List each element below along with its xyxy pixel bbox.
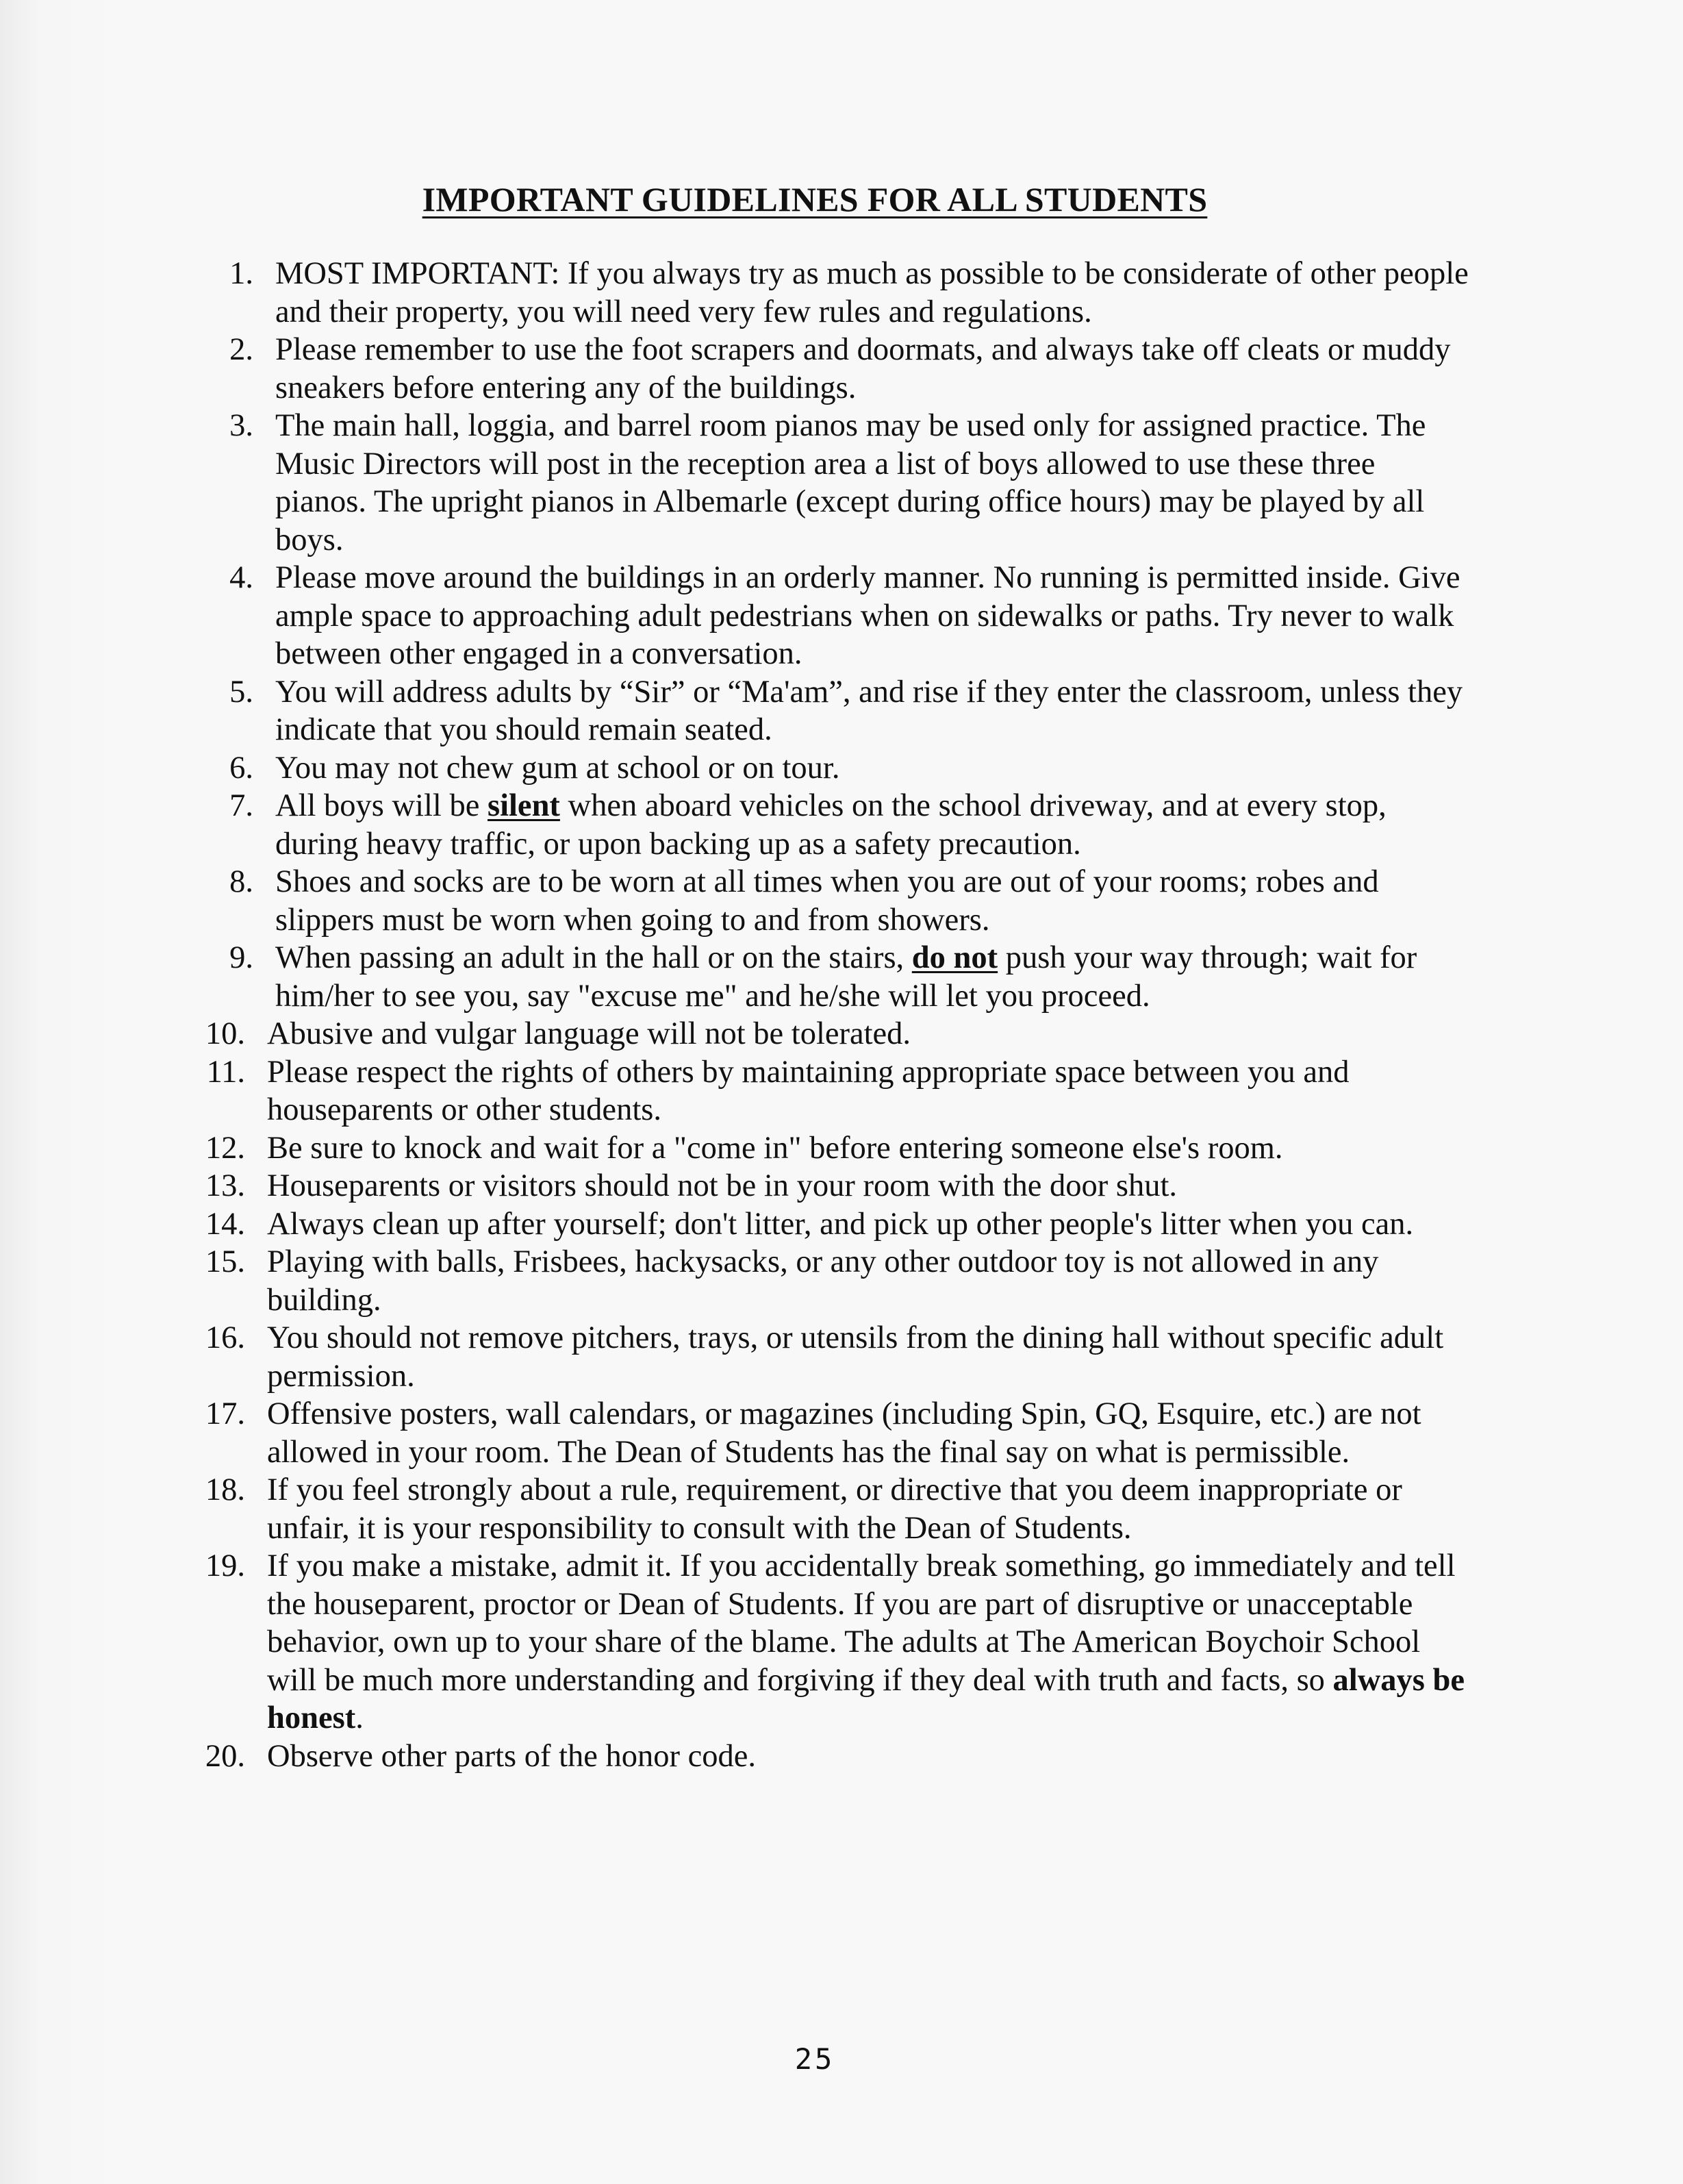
item-text [253,787,1472,863]
list-item [171,1737,1472,1776]
list-item [171,559,1472,673]
list-item [171,1471,1472,1547]
item-text-after: when aboard vehicles on the school driveway, and at every stop, during heavy traffic, or upon backing up as a safety precaution. [275,788,1387,862]
item-number: 20. [205,1738,245,1774]
item-number: 6. [229,750,253,786]
page-number: 25 [794,2042,835,2076]
item-number: 2. [229,332,253,367]
item-number: 12. [205,1130,245,1166]
item-text-after: push your way through; wait for him/her to see you, say "excuse me" and he/she will let you proceed. [275,940,1417,1014]
item-number: 7. [229,788,253,823]
item-text: The main hall, loggia, and barrel room pianos may be used only for assigned practice. The Music Directors will post in the reception area a list of boys allowed to use these three pianos. The upright pianos in Albemarle (except during office hours) may be played by all boys. [275,408,1426,557]
item-text: Playing with balls, Frisbees, hackysacks, or any other outdoor toy is not allowed in any building. [267,1244,1379,1318]
item-number: 15. [205,1244,245,1279]
list-item [171,1015,1472,1053]
item-text: You will address adults by “Sir” or “Ma'am”, and rise if they enter the classroom, unless they indicate that you should remain seated. [275,674,1463,747]
page-title: IMPORTANT GUIDELINES FOR ALL STUDENTS [422,180,1208,218]
list-item [171,255,1472,331]
item-text: Houseparents or visitors should not be in your room with the door shut. [267,1168,1177,1203]
item-text: Offensive posters, wall calendars, or magazines (including Spin, GQ, Esquire, etc.) are not allowed in your room. The Dean of Students has the final say on what is permissible. [267,1396,1421,1470]
list-item [171,1395,1472,1471]
item-number: 8. [229,864,253,899]
list-item [171,749,1472,788]
item-text: Abusive and vulgar language will not be tolerated. [267,1016,911,1051]
item-text-before: If you make a mistake, admit it. If you accidentally break something, go immediately and tell the houseparent, proctor or Dean of Students. If you are part of disruptive or unacceptable behavior, own up to your share of the blame. The adults at The American Boychoir School will be much more understanding and forgiving if they deal with truth and facts, so [267,1548,1456,1698]
item-number: 18. [205,1472,245,1507]
item-number: 10. [205,1016,245,1051]
item-text-before: When passing an adult in the hall or on the stairs, [275,940,912,975]
list-item [171,1205,1472,1244]
item-text: Observe other parts of the honor code. [267,1738,757,1774]
list-item [171,1547,1472,1737]
emphasis-silent: silent [488,788,560,823]
item-text: Shoes and socks are to be worn at all times when you are out of your rooms; robes and slippers must be worn when going to and from showers. [275,864,1379,938]
emphasis-always-be-honest: always be honest [267,1662,1465,1735]
list-item [171,1129,1472,1168]
item-text: Be sure to knock and wait for a "come in" before entering someone else's room. [267,1130,1283,1166]
list-item [171,407,1472,559]
item-number: 16. [205,1320,245,1355]
item-number: 17. [205,1396,245,1431]
list-item [171,939,1472,1015]
list-item [171,787,1472,863]
list-item [171,331,1472,407]
item-text [253,939,1472,1015]
item-number: 9. [229,940,253,975]
item-text: MOST IMPORTANT: If you always try as much as possible to be considerate of other people and their property, you will need very few rules and regulations. [275,256,1469,329]
item-text-before: All boys will be [275,788,488,823]
item-number: 14. [205,1206,245,1242]
list-item [171,1053,1472,1129]
list-item [171,1319,1472,1395]
guidelines-list [171,255,1472,1775]
item-text: If you feel strongly about a rule, requirement, or directive that you deem inappropriate or unfair, it is your responsibility to consult with the Dean of Students. [267,1472,1402,1546]
item-text-after: . [355,1700,364,1735]
item-text: You should not remove pitchers, trays, or utensils from the dining hall without specific adult permission. [267,1320,1444,1394]
item-text: You may not chew gum at school or on tour. [275,750,840,786]
item-number: 11. [206,1054,245,1090]
item-text [245,1547,1472,1737]
list-item [171,1243,1472,1319]
item-number: 3. [229,408,253,443]
list-item [171,673,1472,749]
item-number: 4. [229,560,253,595]
item-text: Please move around the buildings in an orderly manner. No running is permitted inside. Give ample space to approaching adult pedestrians when on sidewalks or paths. Try never to walk between other engaged in a conversation. [275,560,1460,671]
item-number: 1. [229,256,253,291]
item-text: Please respect the rights of others by maintaining appropriate space between you and houseparents or other students. [267,1054,1350,1127]
item-number: 13. [205,1168,245,1203]
item-number: 5. [229,674,253,710]
item-text: Always clean up after yourself; don't litter, and pick up other people's litter when you can. [267,1206,1414,1242]
item-text: Please remember to use the foot scrapers and doormats, and always take off cleats or muddy sneakers before entering any of the buildings. [275,332,1451,405]
list-item [171,863,1472,939]
emphasis-do-not: do not [911,940,998,975]
list-item [171,1167,1472,1205]
item-number: 19. [205,1548,245,1583]
